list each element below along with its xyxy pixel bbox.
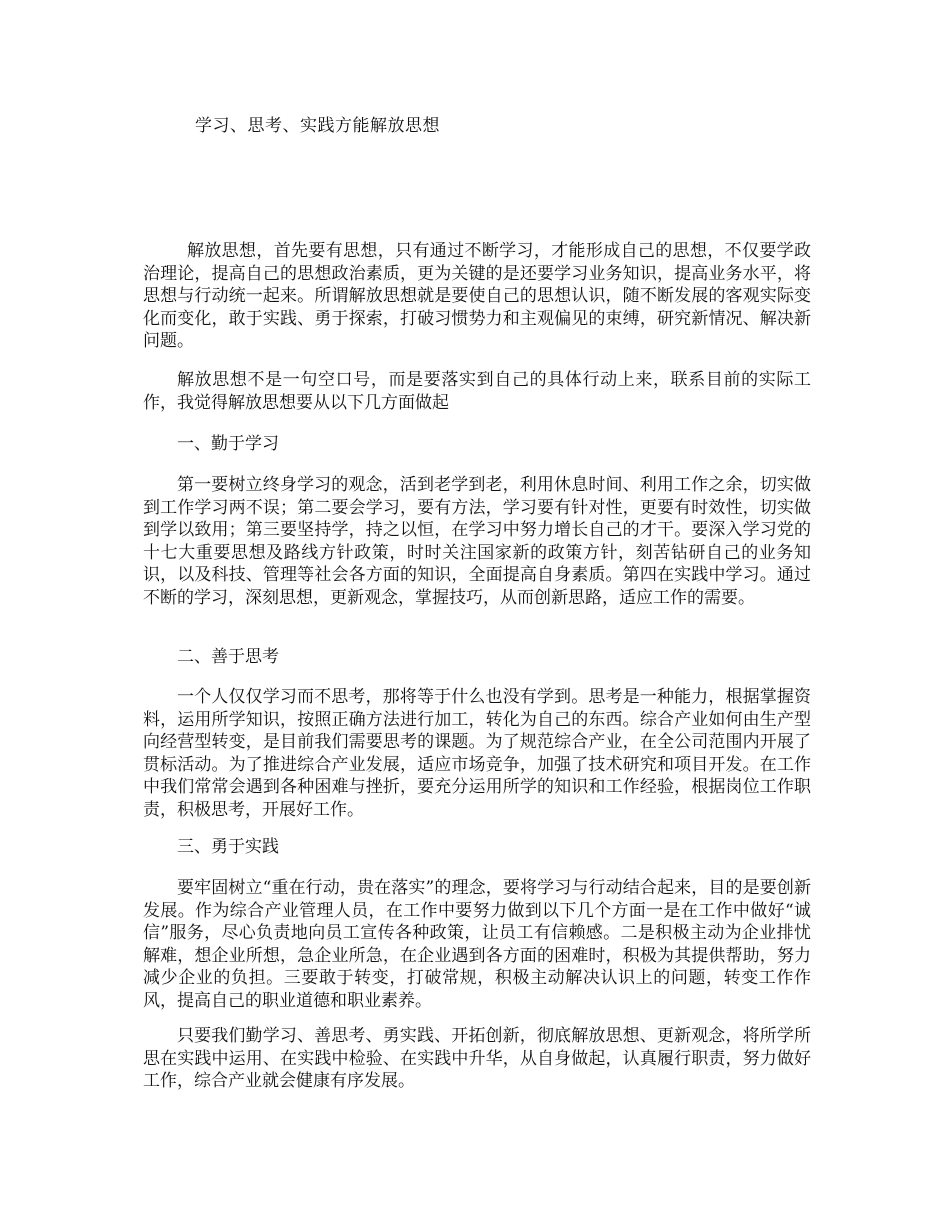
- paragraph-learning: 第一要树立终身学习的观念，活到老学到老，利用休息时间、利用工作之余，切实做到工作学习两不误；第二要会学习，要有方法，学习要有针对性，更要有时效性，切实做到学以致用；第三要坚持学，持之以恒，在学习中努力增长自己的才干。要深入学习党的十七大重要思想及路线方针政策，时时关注国家新的政策方针，刻苦钻研自己的业务知识，以及科技、管理等社会各方面的知识，全面提高自身素质。第四在实践中学习。通过不断的学习，深刻思想，更新观念，掌握技巧，从而创新思路，适应工作的需要。: [143, 475, 811, 608]
- document-title: 学习、思考、实践方能解放思想: [195, 116, 440, 136]
- paragraph-thinking: 一个人仅仅学习而不思考，那将等于什么也没有学到。思考是一种能力，根据掌握资料，运用所学知识，按照正确方法进行加工，转化为自己的东西。综合产业如何由生产型向经营型转变，是目前我们需要思考的课题。为了规范综合产业，在全公司范围内开展了贯标活动。为了推进综合产业发展，适应市场竞争，加强了技术研究和项目开发。在工作中我们常常会遇到各种困难与挫折，要充分运用所学的知识和工作经验，根据岗位工作职责，积极思考，开展好工作。: [143, 687, 811, 820]
- paragraph-practice: 要牢固树立“重在行动，贵在落实”的理念，要将学习与行动结合起来，目的是要创新发展。作为综合产业管理人员，在工作中要努力做到以下几个方面一是在工作中做好“诚信”服务，尽心负责地向员工宣传各种政策，让员工有信赖感。二是积极主动为企业排忧解难，想企业所想，急企业所急，在企业遇到各方面的困难时，积极为其提供帮助，努力减少企业的负担。三要敢于转变，打破常规，积极主动解决认识上的问题，转变工作作风，提高自己的职业道德和职业素养。: [143, 878, 811, 1011]
- section-heading-thinking: 二、善于思考: [177, 647, 279, 667]
- paragraph-intro: 解放思想，首先要有思想，只有通过不断学习，才能形成自己的思想，不仅要学政治理论，提高自己的思想政治素质，更为关键的是还要学习业务知识，提高业务水平，将思想与行动统一起来。所谓解放思想就是要使自己的思想认识，随不断发展的客观实际变化而变化，敢于实践、勇于探索，打破习惯势力和主观偏见的束缚，研究新情况、解决新问题。: [143, 241, 811, 351]
- section-heading-learning: 一、勤于学习: [177, 434, 279, 454]
- paragraph-overview: 解放思想不是一句空口号，而是要落实到自己的具体行动上来，联系目前的实际工作，我觉得解放思想要从以下几方面做起: [143, 370, 811, 413]
- section-heading-practice: 三、勇于实践: [177, 837, 279, 857]
- paragraph-conclusion: 只要我们勤学习、善思考、勇实践、开拓创新，彻底解放思想、更新观念，将所学所思在实践中运用、在实践中检验、在实践中升华，从自身做起，认真履行职责，努力做好工作，综合产业就会健康有序发展。: [143, 1026, 811, 1091]
